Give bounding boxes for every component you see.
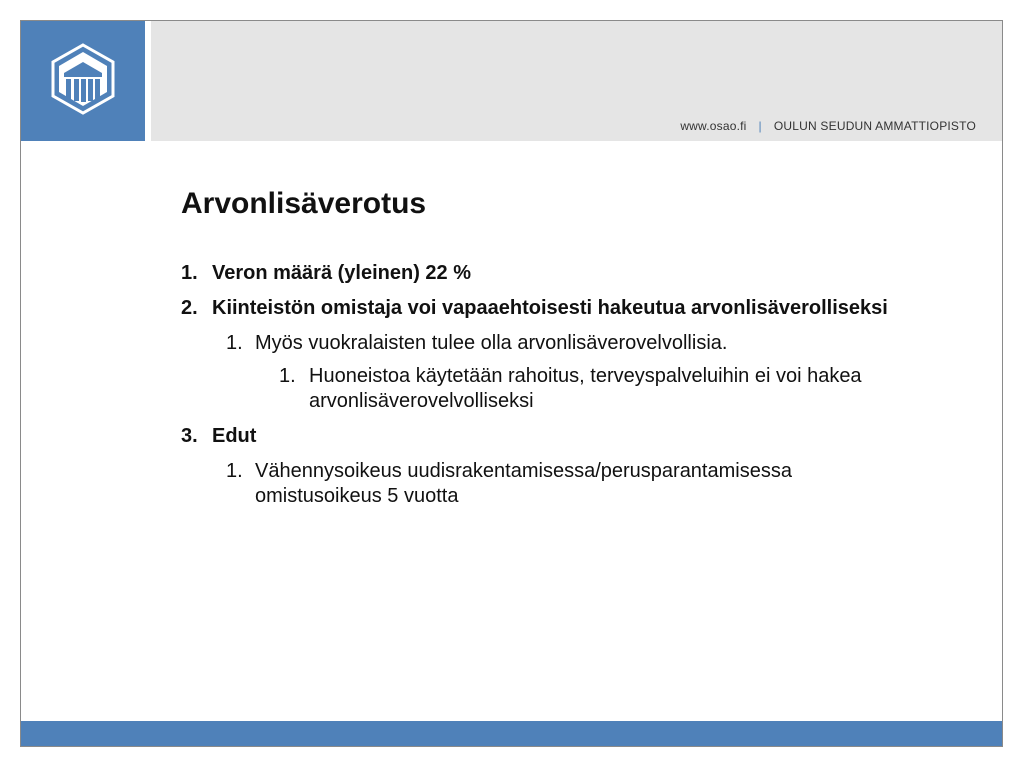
header-url[interactable]: www.osao.fi bbox=[680, 119, 747, 133]
list-text: Kiinteistön omistaja voi vapaaehtoisesti hakeutua arvonlisäverolliseksi bbox=[212, 297, 888, 319]
footer-band bbox=[21, 721, 1002, 746]
logo-panel bbox=[21, 21, 145, 141]
header-separator: | bbox=[758, 119, 762, 133]
list-text: Myös vuokralaisten tulee olla arvonlisäverovelvollisia. bbox=[255, 332, 728, 354]
list-text: Edut bbox=[212, 425, 257, 447]
list-text: Huoneistoa käytetään rahoitus, terveyspalveluihin ei voi hakea arvonlisäverovelvolliseksi bbox=[309, 365, 862, 412]
list-item bbox=[181, 296, 901, 321]
list-number: 2. bbox=[181, 297, 198, 319]
list-number: 1. bbox=[181, 262, 198, 284]
list-number: 3. bbox=[181, 425, 198, 447]
header-caption bbox=[680, 119, 976, 133]
list-number: 1. bbox=[226, 460, 243, 482]
osao-logo-icon bbox=[50, 43, 116, 115]
sub-list-item bbox=[181, 331, 901, 356]
list-text: Veron määrä (yleinen) 22 % bbox=[212, 262, 472, 284]
slide-content bbox=[181, 261, 901, 517]
list-number: 1. bbox=[279, 365, 296, 387]
slide bbox=[20, 20, 1003, 747]
slide-title: Arvonlisäverotus bbox=[181, 187, 427, 220]
list-item bbox=[181, 424, 901, 449]
list-number: 1. bbox=[226, 332, 243, 354]
sub-list-item bbox=[181, 459, 901, 509]
header-divider bbox=[145, 21, 151, 141]
sub-sub-list-item bbox=[181, 364, 901, 414]
list-text: Vähennysoikeus uudisrakentamisessa/perusparantamisessa omistusoikeus 5 vuotta bbox=[255, 460, 792, 507]
list-item bbox=[181, 261, 901, 286]
header-organization: OULUN SEUDUN AMMATTIOPISTO bbox=[773, 119, 976, 133]
